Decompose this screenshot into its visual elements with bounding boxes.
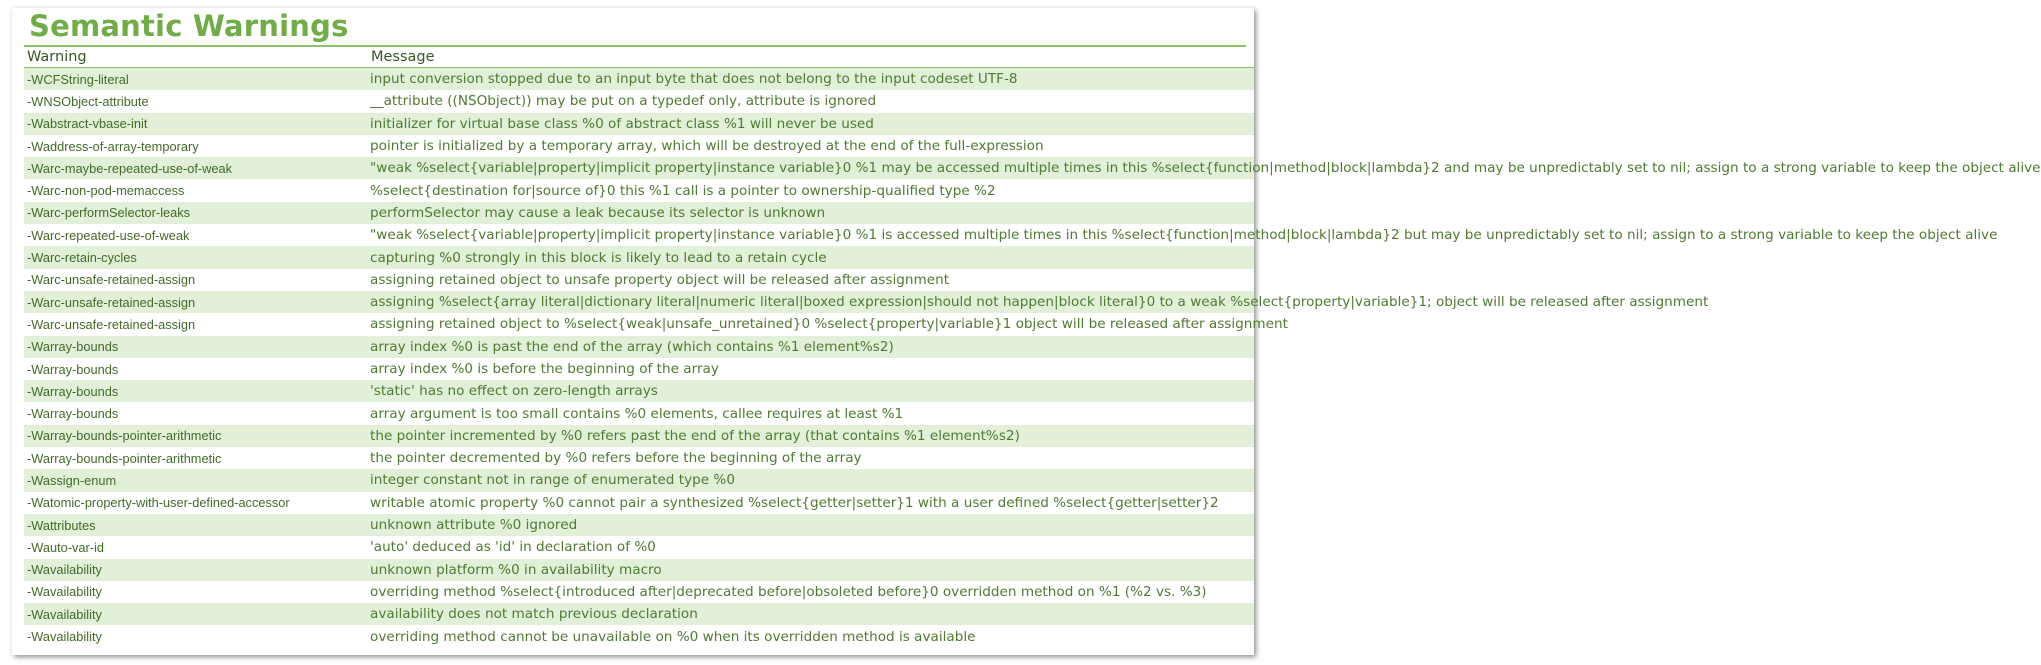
warning-flag-cell: -Warc-performSelector-leaks bbox=[24, 202, 368, 224]
warning-flag-cell: -Wavailability bbox=[24, 625, 368, 647]
table-row bbox=[24, 358, 1254, 380]
table-row bbox=[24, 536, 1254, 558]
warning-message-cell: initializer for virtual base class %0 of abstract class %1 will never be used bbox=[368, 113, 1254, 135]
table-row bbox=[24, 380, 1254, 402]
warning-message-cell: input conversion stopped due to an input byte that does not belong to the input codeset UTF-8 bbox=[368, 68, 1254, 91]
warning-flag-cell: -Waddress-of-array-temporary bbox=[24, 135, 368, 157]
warning-flag-cell: -Wabstract-vbase-init bbox=[24, 113, 368, 135]
table-row bbox=[24, 469, 1254, 491]
warning-message-cell: performSelector may cause a leak because its selector is unknown bbox=[368, 202, 1254, 224]
warning-message-cell: overriding method %select{introduced after|deprecated before|obsoleted before}0 overridden method on %1 (%2 vs. %3) bbox=[368, 581, 1254, 603]
warning-message-cell: assigning %select{array literal|dictionary literal|numeric literal|boxed expression|should not happen|block literal}0 to a weak %select{property|variable}1; object will be released after assignment bbox=[368, 291, 1254, 313]
table-row bbox=[24, 336, 1254, 358]
warning-flag-cell: -Warray-bounds-pointer-arithmetic bbox=[24, 425, 368, 447]
warning-message-cell: array index %0 is past the end of the array (which contains %1 element%s2) bbox=[368, 336, 1254, 358]
warning-message-cell: 'auto' deduced as 'id' in declaration of %0 bbox=[368, 536, 1254, 558]
warning-message-cell: writable atomic property %0 cannot pair a synthesized %select{getter|setter}1 with a user defined %select{getter|setter}2 bbox=[368, 492, 1254, 514]
warning-message-cell: unknown attribute %0 ignored bbox=[368, 514, 1254, 536]
warning-message-cell: overriding method cannot be unavailable on %0 when its overridden method is available bbox=[368, 625, 1254, 647]
table-row bbox=[24, 492, 1254, 514]
warning-flag-cell: -Warc-retain-cycles bbox=[24, 246, 368, 268]
warning-flag-cell: -Warray-bounds bbox=[24, 358, 368, 380]
warning-flag-cell: -Warray-bounds bbox=[24, 380, 368, 402]
table-row bbox=[24, 514, 1254, 536]
warning-message-cell: the pointer incremented by %0 refers past the end of the array (that contains %1 element%s2) bbox=[368, 425, 1254, 447]
table-row bbox=[24, 179, 1254, 201]
warning-flag-cell: -Warray-bounds bbox=[24, 402, 368, 424]
table-row bbox=[24, 157, 1254, 179]
warning-message-cell: availability does not match previous declaration bbox=[368, 603, 1254, 625]
warning-message-cell: "weak %select{variable|property|implicit property|instance variable}0 %1 is accessed multiple times in this %select{function|method|block|lambda}2 but may be unpredictably set to nil; assign to a strong variable to keep the object alive bbox=[368, 224, 1254, 246]
warning-flag-cell: -Warc-unsafe-retained-assign bbox=[24, 269, 368, 291]
warning-flag-cell: -Wavailability bbox=[24, 603, 368, 625]
document-page bbox=[12, 8, 2041, 655]
warning-flag-cell: -WNSObject-attribute bbox=[24, 90, 368, 112]
warning-message-cell: assigning retained object to unsafe property object will be released after assignment bbox=[368, 269, 1254, 291]
table-row bbox=[24, 269, 1254, 291]
warning-flag-cell: -Wassign-enum bbox=[24, 469, 368, 491]
table-row bbox=[24, 246, 1254, 268]
page-title: Semantic Warnings bbox=[29, 9, 349, 43]
warning-message-cell: integer constant not in range of enumerated type %0 bbox=[368, 469, 1254, 491]
warning-message-cell: the pointer decremented by %0 refers before the beginning of the array bbox=[368, 447, 1254, 469]
warning-message-cell: __attribute ((NSObject)) may be put on a typedef only, attribute is ignored bbox=[368, 90, 1254, 112]
warning-message-cell: array index %0 is before the beginning of the array bbox=[368, 358, 1254, 380]
table-row bbox=[24, 113, 1254, 135]
table-row bbox=[24, 135, 1254, 157]
warning-flag-cell: -Warc-non-pod-memaccess bbox=[24, 179, 368, 201]
table-row bbox=[24, 603, 1254, 625]
warning-message-cell: pointer is initialized by a temporary array, which will be destroyed at the end of the full-expression bbox=[368, 135, 1254, 157]
warning-flag-cell: -Warc-unsafe-retained-assign bbox=[24, 313, 368, 335]
warning-flag-cell: -WCFString-literal bbox=[24, 68, 368, 91]
table-row bbox=[24, 68, 1254, 91]
table-row bbox=[24, 625, 1254, 647]
warning-flag-cell: -Warray-bounds bbox=[24, 336, 368, 358]
warning-message-cell: assigning retained object to %select{weak|unsafe_unretained}0 %select{property|variable}1 object will be released after assignment bbox=[368, 313, 1254, 335]
warning-flag-cell: -Warc-unsafe-retained-assign bbox=[24, 291, 368, 313]
warnings-table bbox=[24, 47, 2041, 648]
warning-flag-cell: -Wavailability bbox=[24, 581, 368, 603]
warning-flag-cell: -Warc-maybe-repeated-use-of-weak bbox=[24, 157, 368, 179]
warning-flag-cell: -Warray-bounds-pointer-arithmetic bbox=[24, 447, 368, 469]
table-row bbox=[24, 291, 1254, 313]
warning-flag-cell: -Wauto-var-id bbox=[24, 536, 368, 558]
table-row bbox=[24, 402, 1254, 424]
table-header-row bbox=[24, 47, 1254, 68]
table-row bbox=[24, 425, 1254, 447]
warning-flag-cell: -Warc-repeated-use-of-weak bbox=[24, 224, 368, 246]
column-header-warning: Warning bbox=[24, 47, 368, 68]
warning-message-cell: 'static' has no effect on zero-length arrays bbox=[368, 380, 1254, 402]
warning-flag-cell: -Watomic-property-with-user-defined-accessor bbox=[24, 492, 368, 514]
warning-flag-cell: -Wattributes bbox=[24, 514, 368, 536]
table-row bbox=[24, 90, 1254, 112]
column-header-message: Message bbox=[368, 47, 1254, 68]
table-row bbox=[24, 202, 1254, 224]
table-row bbox=[24, 313, 1254, 335]
table-row bbox=[24, 581, 1254, 603]
warning-message-cell: "weak %select{variable|property|implicit property|instance variable}0 %1 may be accessed multiple times in this %select{function|method|block|lambda}2 and may be unpredictably set to nil; assign to a strong variable to keep the object alive bbox=[368, 157, 1254, 179]
warning-message-cell: unknown platform %0 in availability macro bbox=[368, 559, 1254, 581]
warning-message-cell: array argument is too small contains %0 elements, callee requires at least %1 bbox=[368, 402, 1254, 424]
warning-flag-cell: -Wavailability bbox=[24, 559, 368, 581]
warning-message-cell: %select{destination for|source of}0 this %1 call is a pointer to ownership-qualified type %2 bbox=[368, 179, 1254, 201]
table-row bbox=[24, 224, 1254, 246]
warning-message-cell: capturing %0 strongly in this block is likely to lead to a retain cycle bbox=[368, 246, 1254, 268]
table-row bbox=[24, 559, 1254, 581]
table-row bbox=[24, 447, 1254, 469]
